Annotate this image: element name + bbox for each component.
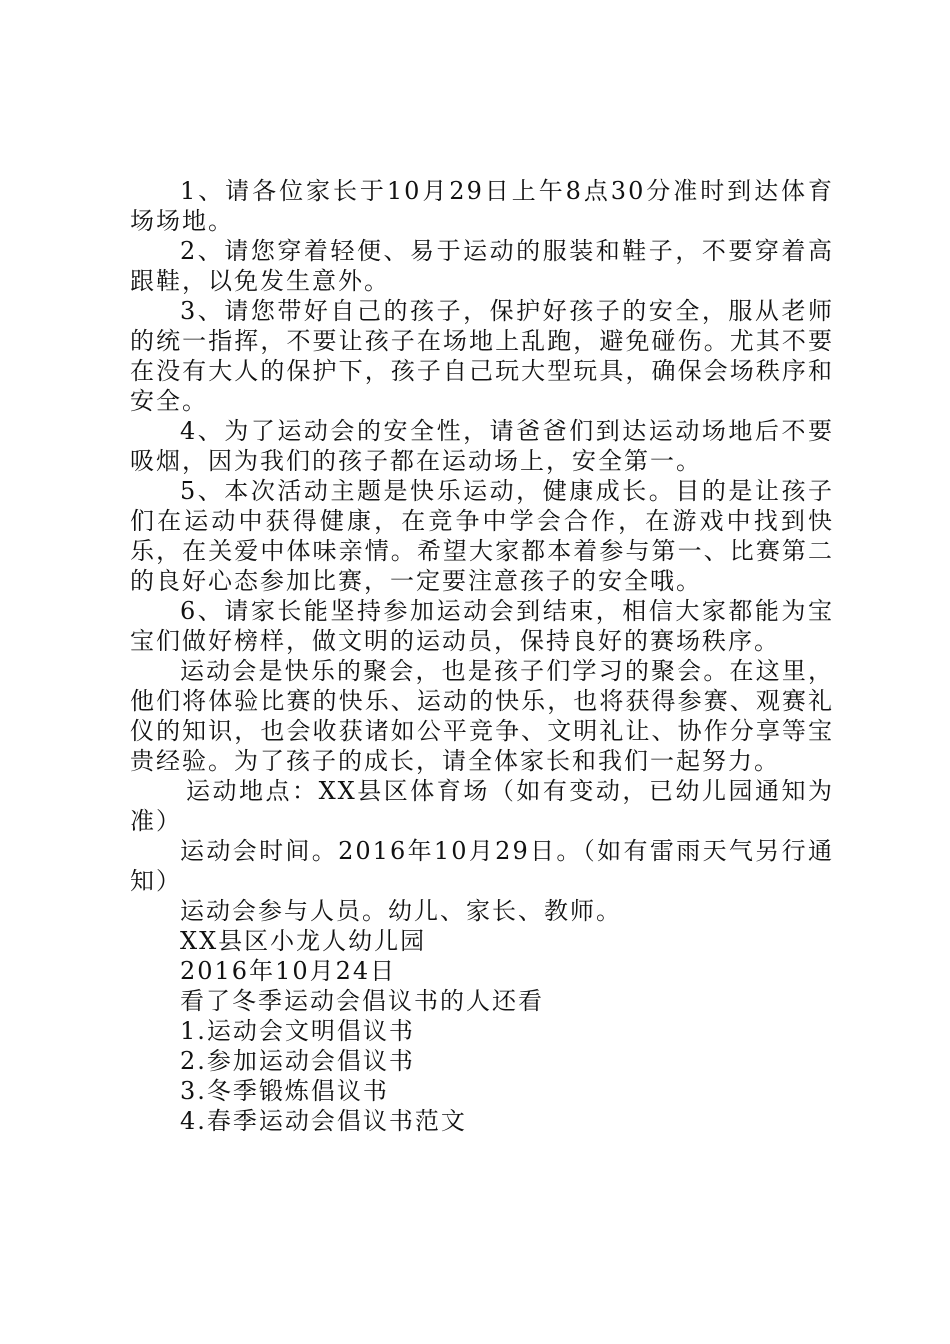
notice-item-1: 1、请各位家长于10月29日上午8点30分准时到达体育场场地。 (130, 177, 834, 235)
related-link-1[interactable]: 1.运动会文明倡议书 (180, 1017, 415, 1045)
related-link-2[interactable]: 2.参加运动会倡议书 (180, 1047, 415, 1075)
related-link-4[interactable]: 4.春季运动会倡议书范文 (180, 1107, 467, 1135)
closing-paragraph: 运动会是快乐的聚会，也是孩子们学习的聚会。在这里，他们将体验比赛的快乐、运动的快乐，也将获得参赛、观赛礼仪的知识，也会收获诸如公平竞争、文明礼让、协作分享等宝贵经验。为了孩子的成长，请全体家长和我们一起努力。 (130, 657, 834, 775)
event-location: 运动地点：XX县区体育场（如有变动，已幼儿园通知为准） (130, 777, 834, 835)
related-heading: 看了冬季运动会倡议书的人还看 (180, 987, 544, 1015)
document-body (130, 176, 834, 1136)
notice-item-4: 4、为了运动会的安全性，请爸爸们到达运动场地后不要吸烟，因为我们的孩子都在运动场上，安全第一。 (130, 417, 834, 475)
notice-item-5: 5、本次活动主题是快乐运动，健康成长。目的是让孩子们在运动中获得健康，在竞争中学会合作，在游戏中找到快乐，在关爱中体味亲情。希望大家都本着参与第一、比赛第二的良好心态参加比赛，一定要注意孩子的安全哦。 (130, 477, 834, 595)
signature-date: 2016年10月24日 (180, 957, 397, 985)
notice-item-6: 6、请家长能坚持参加运动会到结束，相信大家都能为宝宝们做好榜样，做文明的运动员，保持良好的赛场秩序。 (130, 597, 834, 655)
notice-item-2: 2、请您穿着轻便、易于运动的服装和鞋子，不要穿着高跟鞋，以免发生意外。 (130, 237, 834, 295)
event-time: 运动会时间。2016年10月29日。（如有雷雨天气另行通知） (130, 837, 834, 895)
notice-item-3: 3、请您带好自己的孩子，保护好孩子的安全，服从老师的统一指挥，不要让孩子在场地上乱跑，避免碰伤。尤其不要在没有大人的保护下，孩子自己玩大型玩具，确保会场秩序和安全。 (130, 297, 834, 415)
event-participants: 运动会参与人员。幼儿、家长、教师。 (180, 897, 622, 925)
signature-organization: XX县区小龙人幼儿园 (180, 927, 427, 955)
related-link-3[interactable]: 3.冬季锻炼倡议书 (180, 1077, 389, 1105)
